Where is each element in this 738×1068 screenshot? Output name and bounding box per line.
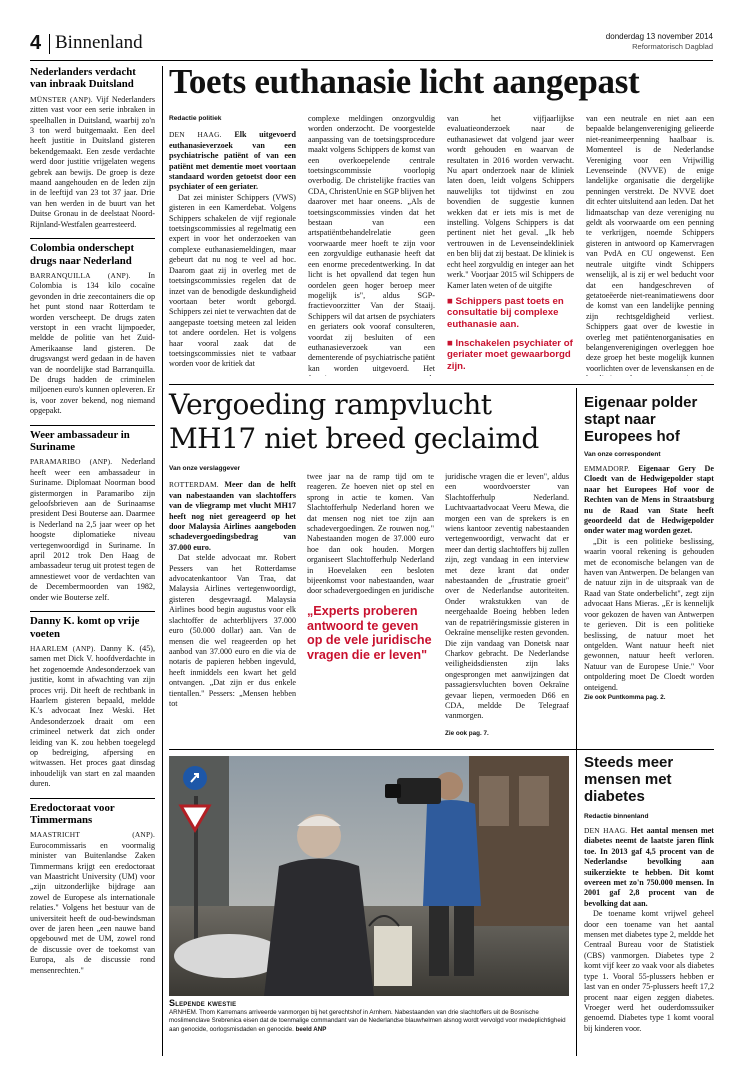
euthanasie-col-4 <box>586 114 714 376</box>
brief-dateline: BARRANQUILLA (ANP). <box>30 270 131 280</box>
photo-caption: ARNHEM. Thom Karremans arriveerde vanmorgen bij het gerechtshof in Arnhem. Nabestaanden van drie slachtoffers uit de Bosnische moslimenclave Srebrenica eisen dat de toenmalige commandant van de Nederlandse blauwhelmen alsnog wordt vervolgd voor medeplichtigheid aan genocide, oorlogsmisdaden en genocide. <box>169 1009 566 1033</box>
euthanasie-headline: Toets euthanasie licht aangepast <box>169 62 640 101</box>
brief-title: Nederlanders verdacht van inbraak Duitsland <box>30 66 136 91</box>
article-lead: Elk uitgevoerd euthanasieverzoek van een psychiatrische patiënt of van een patiënt met dementie moet voortaan standaard worden getoetst door een psychiater of een geriater. <box>169 130 296 192</box>
diabetes-rule <box>584 749 714 750</box>
euthanasie-col-3 <box>447 114 574 290</box>
euthanasie-col-1 <box>169 114 296 376</box>
photo-credit: beeld ANP <box>295 1025 327 1033</box>
brief-text: Nederland heeft weer een ambassadeur in Suriname. Diplomaat Noorman bood gistermorgen in Paramaribo zijn geloofsbrieven aan de Surinaamse president Desi Bouterse aan. Daarmee is Nederland na 2,5 jaar weer op het hoogste diplomatieke niveau vertegenwoordigd in Suriname. In april 2012 trok Den Haag de ambassadeur terug uit protest tegen de amnestiewet voor de verdachten van de Decembermoorden van 1982, onder wie Bouterse zelf. <box>30 457 155 602</box>
mh17-col-2 <box>307 472 434 596</box>
pull-quote-2: ■ Inschakelen psychiater of geriater moet gewaarborgd zijn. <box>447 338 573 372</box>
newspaper-name: Reformatorisch Dagblad <box>632 42 713 51</box>
mh17-headline <box>169 388 569 456</box>
body-text: juridische vragen die er leven", aldus een woordvoerster van Slachtofferhulp Nederland. Luchtvaartadvocaat Veeru Mewa, die morgen een van de sprekers is en wiens kantoor zeventig nabestaanden vertegenwoordigt, verwacht dat er meer dan dertig slachtoffers bij zullen zijn, zegt vandaag in een interview met deze krant dat onder nabestaanden de „frustratie groeit" over de Nederlandse autoriteiten. Onder wrakstukken van de neergehaalde Boeing hebben leden van de repatriëringsmissie gisteren in Oekraïne menselijke resten gevonden. Die zijn vandaag van Donetsk naar Charkov gebracht. De Nederlandse veiligheidsdiensten zijn laks ongesprongen met aanwijzingen dat passagiersvluchten boven Oekraïne gevaar liepen, vermoeden D66 en CDA, meldde De Telegraaf vanmorgen. <box>445 472 569 721</box>
euthanasie-body <box>169 114 714 376</box>
brief-title: Danny K. komt op vrije voeten <box>30 615 140 640</box>
briefs-column <box>30 66 155 976</box>
pull-quote-1: ■ Schippers past toets en consultatie bij complexe euthanasie aan. <box>447 296 564 330</box>
mh17-see-also[interactable]: Zie ook pag. 7. <box>445 730 489 737</box>
byline: Van onze correspondent <box>584 451 661 458</box>
mh17-col-1 <box>169 464 296 726</box>
brief-text: In Colombia is 134 kilo cocaïne gevonden in drie zeecontainers die op het punt stond naar Rotterdam te worden verscheept. De drugs zaten verstopt in een vracht lijmpoeder, meldde de politie van het Zuid-Amerikaanse land gisteren. De drugsvangst werd gedaan in de haven van de noordelijke stad Barranquilla. De drugs hadden de criminelen miljoenen euro's kunnen opleveren. Er is, voor zover bekend, nog niemand opgepakt. <box>30 270 155 416</box>
body-text: twee jaar na de ramp tijd om te reageren. Ze hoeven niet op stel en sprong in actie te komen. Van Slachtofferhulp Nederland horen we dat mensen nog niet toe zijn aan schadevergoedingen. Ze rouwen nog." Nabestaanden mogen de 37.000 euro hoe dan ook houden. Morgen organiseert Slachtofferhulp Nederland in Hoevelaken een besloten bijeenkomst voor nabestaanden, waar door schadevergoedingen en juridische <box>307 472 434 596</box>
photo-kicker: Slepende kwestie <box>169 998 237 1008</box>
column-divider-left <box>162 66 163 1056</box>
section-rule-top <box>169 384 714 385</box>
brief-title: Colombia onderschept drugs naar Nederland <box>30 242 135 267</box>
dateline: DEN HAAG. <box>584 826 628 835</box>
dateline: DEN HAAG. <box>169 130 222 140</box>
news-photo <box>169 756 569 996</box>
article-lead: Eigenaar Gery De Cloedt van de Hedwigepolder stapt naar het Europees Hof voor de Rechten van de Mens in Straatsburg nu de Raad van State heeft geoordeeld dat de Hedwigepolder onder water mag worden gezet. <box>584 464 714 536</box>
byline: Redactie politiek <box>169 115 222 122</box>
article-lead: Het aantal mensen met diabetes neemt de laatste jaren flink toe. In 2013 gaf 4,5 procent van de Nederlandse bevolking aan suikerziekte te hebben. Dit komt overeen met zo'n 750.000 mensen. In 2001 gaf 2,8 procent van de bevolking dat aan. <box>584 826 714 908</box>
article-lead: Meer dan de helft van nabestaanden van slachtoffers van de vliegramp met vlucht MH17 heeft nog niet gereageerd op het door Malaysia Airlines aangeboden schadevergoedingsbedrag van 37.000 euro. <box>169 480 296 552</box>
mh17-pull-quote: „Experts proberen antwoord te geven op de vele juridische vragen die er leven" <box>307 604 432 662</box>
brief-dateline: MAASTRICHT (ANP). <box>30 830 155 840</box>
page-number: 4 <box>30 32 42 54</box>
brief-suriname <box>30 425 155 604</box>
section-title: Binnenland <box>55 32 143 53</box>
brief-title: Weer ambassadeur in Suriname <box>30 428 130 453</box>
mh17-body <box>169 464 569 744</box>
brief-text: Danny K. (45), samen met Dick V. hoofdverdachte in het zogenoemde Andesonderzoek van justitie, komt in afwachting van zijn proces vrij. Dit heeft de rechtbank in Haarlem gisteren bepaald, meldde K.'s advocaat Inez Weski. Het Andesonderzoek draait om een crimineel netwerk dat zich onder leiding van K. zou hebben toegelegd op bedreiging, afpersing en witwassen. Het proces gaat dinsdag inhoudelijk van start en zal maanden duren. <box>30 643 155 789</box>
brief-danny-k <box>30 611 155 790</box>
brief-dateline: HAARLEM (ANP). <box>30 643 96 653</box>
photo-image <box>169 756 569 996</box>
body-text: van het vijfjaarlijkse evaluatieonderzoek naar de euthanasiewet dat volgend jaar weer wordt gehouden en waarvan de resultaten in 2016 worden verwacht. Nu apart onderzoek naar de kliniek laten doen, leidt volgens Schippers nauwelijks tot tijdwinst en zou bovendien de suggestie kunnen wekken dat er iets mis is met de instelling. Volgens Schippers is dat pertinent niet het geval. „Ik heb vertrouwen in de Levenseindekliniek en ben blij dat zij bestaat. De kliniek is echt heel zorgvuldig en integer aan het werk." Voorjaar 2015 wil Schippers de Kamer laten weten of de uitgifte <box>447 114 574 290</box>
mh17-col-3 <box>445 472 569 724</box>
photo-caption-block <box>169 998 569 1034</box>
dateline: ROTTERDAM. <box>169 480 219 490</box>
brief-colombia <box>30 238 155 417</box>
dateline: EMMADORP. <box>584 464 630 473</box>
brief-dateline: PARAMARIBO (ANP). <box>30 457 113 467</box>
body-text: Dat stelde advocaat mr. Robert Pessers van het Rotterdamse advocatenkantoor Van Traa, dat Malaysia Airlines vertegenwoordigt, gisteren desgevraagd. Malaysia Airlines bood begin augustus voor elk slachtoffer de achterblijvers 37.000 euro (50.000 dollar) aan. Van de mensen die wel reageerden op het aanbod van 37.000 euro en die via de notaris de papieren hebben ingevuld, heeft inmiddels een kwart het geld ontvangen. „Dat zijn er dus enkele tientallen." Pessers: „Mensen hebben tot <box>169 553 296 708</box>
body-text: Dat zei minister Schippers (VWS) gisteren in een Kamerdebat. Volgens Schippers schakelen de vijf regionale toetsingscommissies al regelmatig een expert in voor het onderzoeken van complexe euthanasiemeldingen, maar gebeurt dat nu nog te veel ad hoc. Daarom gaat zij in overleg met de toetsingscommissies regelen dat de inzet van de benodigde deskundigheid voortaan beter wordt geborgd. Schippers zei niet te verwachten dat de aangepaste toetsing meteen zal leiden tot andere oordelen. Het is volgens haar vooral zaak dat de toetsingscommissies niet te vatbaar worden voor de kritiek dat <box>169 192 296 369</box>
byline: Redactie binnenland <box>584 813 649 820</box>
column-divider-right <box>576 388 577 1056</box>
headline-line: Vergoeding rampvlucht <box>169 388 492 421</box>
diabetes-headline: Steeds meer mensen met diabetes <box>584 754 674 805</box>
headline-line: MH17 niet breed geclaimd <box>169 422 539 455</box>
diabetes-article <box>584 754 714 1058</box>
brief-title: Eredoctoraat voor Timmermans <box>30 801 115 826</box>
body-text: De toename komt vrijwel geheel door een toename van het aantal mensen met diabetes type 2, meldde het Centraal Bureau voor de Statistiek (CBS) vanmorgen. Diabetes type 2 komt vijf keer zo vaak voor als diabetes type 1. Vooral 55-plussers hebben er last van en onder 75-plussers heeft 17,2 procent naar eigen zeggen diabetes. Vroeger werd het ouderdomssuiker genoemd. Diabetes type 1 komt vooral bij kinderen voor. <box>584 909 714 1033</box>
brief-text: Eurocommissaris en voormalig minister van Buitenlandse Zaken Timmermans krijgt een eredoctoraat van Maastricht University (UM) voor „zijn uitzonderlijke bijdrage aan zowel de Europese als internationale relaties." Volgens het bestuur van de universiteit heeft de oud-bewindsman over de jaren heen „een nauwe band opgebouwd met de UM, zowel rond de discussie over de toekomst van Europa, als de discussie rond mensenrechten." <box>30 840 155 975</box>
euthanasie-col-2 <box>308 114 435 376</box>
issue-date: donderdag 13 november 2014 <box>605 32 713 41</box>
body-text: „Dit is een politieke beslissing, waarin vooral rekening is gehouden met de economische belangen van de haven van Antwerpen. De belangen van de natuur zijn in de uitspraak van de Raad van State onderbelicht", zegt zijn advocaat Hans Mieras. „Er is kennelijk voor gekozen de haven van Antwerpen te gerieven. Dit is een politieke beslissing, de natuur moet het ontgelden. Want natuur heeft niet gewonnen, natuur heeft verloren. Natuur van de Europese Unie." Voor ontpoldering moet De Cloedt worden onteigend. <box>584 536 714 692</box>
section-divider <box>49 34 50 54</box>
polder-article <box>584 394 714 701</box>
body-text: complexe meldingen onzorgvuldig worden onderzocht. De voorgestelde aanpassing van de toetsingsprocedure maakt volgens Schippers de komst van een overkoepelende centrale toetsingscommissie voorlopig overbodig. De christelijke fracties van CDA, ChristenUnie en SGP blijven het daarover met haar oneens. „Als de toetsingscommissies vinden dat het bestaan van een artspatiëntbehandelrelatie geen voorwaarde meer hoeft te zijn voor een zorgvuldige euthanasie heeft dat een enorme precedentwerking. In dat licht is het opvallend dat tegen hun oordelen geen hoger beroep meer mogelijk is", aldus SGP-fractievoorzitter Van der Staaij. Schippers wil dat artsen de psychiaters en geriaters ook vooraf consulteren, voordat zij besluiten of een euthanasieverzoek van een dementerende of psychiatrische patiënt kan worden uitgevoerd. Het <box>308 114 435 373</box>
polder-headline: Eigenaar polder stapt naar Europees hof <box>584 394 698 445</box>
brief-inbraak <box>30 66 155 230</box>
brief-timmermans <box>30 798 155 977</box>
byline: Van onze verslaggever <box>169 465 241 472</box>
polder-see-also[interactable]: Zie ook Puntkomma pag. 2. <box>584 694 666 701</box>
body-text: van een neutrale en niet aan een bepaalde belangenvereniging gelieerde niet-reanimeerpenning haalbaar is. Momenteel is de Nederlandse Vereniging voor een Vrijwillig Levenseinde (NVVE) de enige landelijke organisatie die dergelijke penningen verstrekt. De NVVE doet dit echter uitsluitend aan leden. Dat het lidmaatschap van deze vereniging nu geldt als voorwaarde om een penning te verkrijgen, noemde Schippers gisteren in antwoord op Kamervragen van PvdA en CU ongewenst. Een neutrale uitgifte vindt Schippers wenselijk, al is zij er wel beducht voor dat een handgeschreven of getatoeëerde niet-reanimatiewens door de komst van een landelijke penning zijn rechtsgeldigheid verliest. Schippers gaat over de kwestie in overleg met patiëntenorganisaties en belangenverenigingen overleggen hoe deze groep het beste mogelijk kunnen voorlichten over de levenskansen en de <box>586 114 714 373</box>
page-header <box>30 30 713 58</box>
brief-text: Vijf Nederlanders zitten vast voor een serie inbraken in speelhallen in Duitsland, waarbij zo'n 3 ton werd buitgemaakt. Een deel heeft justitie in Duitsland gisteren bekendgemaakt. Een zesde verdachte werd door justitie vrijgelaten wegens gebrek aan bewijs. De groep is deze maand aangehouden en de leden zijn in de leeftijd van 23 tot 37 jaar. Drie van hen werden in de buurt van het Duitse Gronau in de deelstaat Noord-Rijnland-Westfalen gearresteerd. <box>30 94 155 229</box>
brief-dateline: MÜNSTER (ANP). <box>30 94 93 104</box>
